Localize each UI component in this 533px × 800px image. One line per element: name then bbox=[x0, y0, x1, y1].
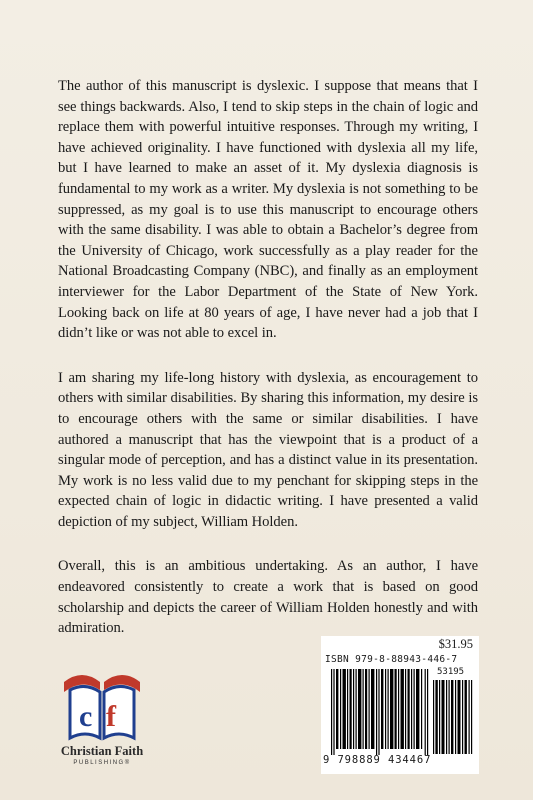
blurb-paragraph-2: I am sharing my life-long history with dyslexia, as encouragement to others with similar disabilities. By sharing this information, my desire is to encourage others with the same or similar disabilities. I have authored a manuscript that has the viewpoint that is a product of a singular mode of perception, and has a distinct value in its presentation. My work is no less valid due to my penchant for skipping steps in the expected chain of logic in didactic writing. I have presented a valid depiction of my subject, William Holden. bbox=[58, 369, 478, 530]
blurb-paragraph-1: The author of this manuscript is dyslexic. I suppose that means that I see things backwards. Also, I tend to skip steps in the chain of logic and replace them with powerful intuitive responses. Through my writing, I have achieved originality. I have functioned with dyslexia all my life, but I have learned to make an asset of it. My dyslexia diagnosis is fundamental to my work as a writer. My dyslexia is not something to be suppressed, as my goal is to use this manuscript to encourage others with the same disability. I was able to obtain a Bachelor’s degree from the University of Chicago, work successfully as a play reader for the National Broadcasting Company (NBC), and finally as an employment interviewer for the Labor Department of the State of New York. Looking back on life at 80 years of age, I have never had a job that I didn’t like or was not able to excel in. bbox=[58, 78, 478, 342]
publisher-name: Christian Faith bbox=[60, 744, 144, 758]
ean-number: 9 798889 434467 bbox=[323, 754, 432, 766]
barcode-box bbox=[321, 636, 479, 774]
publisher-logo bbox=[56, 660, 148, 748]
isbn-label: ISBN 979-8-88943-446-7 bbox=[325, 654, 458, 665]
addon-number: 53195 bbox=[437, 667, 465, 677]
blurb-paragraph-3: Overall, this is an ambitious undertaking. As an author, I have endeavored consistently to create a work that is based on good scholarship and depicts the career of William Holden honestly and with admiration. bbox=[58, 558, 478, 637]
svg-text:f: f bbox=[106, 700, 116, 733]
publisher-subtitle: PUBLISHING® bbox=[73, 760, 131, 766]
ean-barcode bbox=[331, 669, 429, 755]
addon-barcode bbox=[433, 680, 473, 754]
back-cover-blurb bbox=[58, 76, 478, 663]
price-label: $31.95 bbox=[438, 637, 473, 651]
logo-letters: c bbox=[79, 700, 93, 733]
